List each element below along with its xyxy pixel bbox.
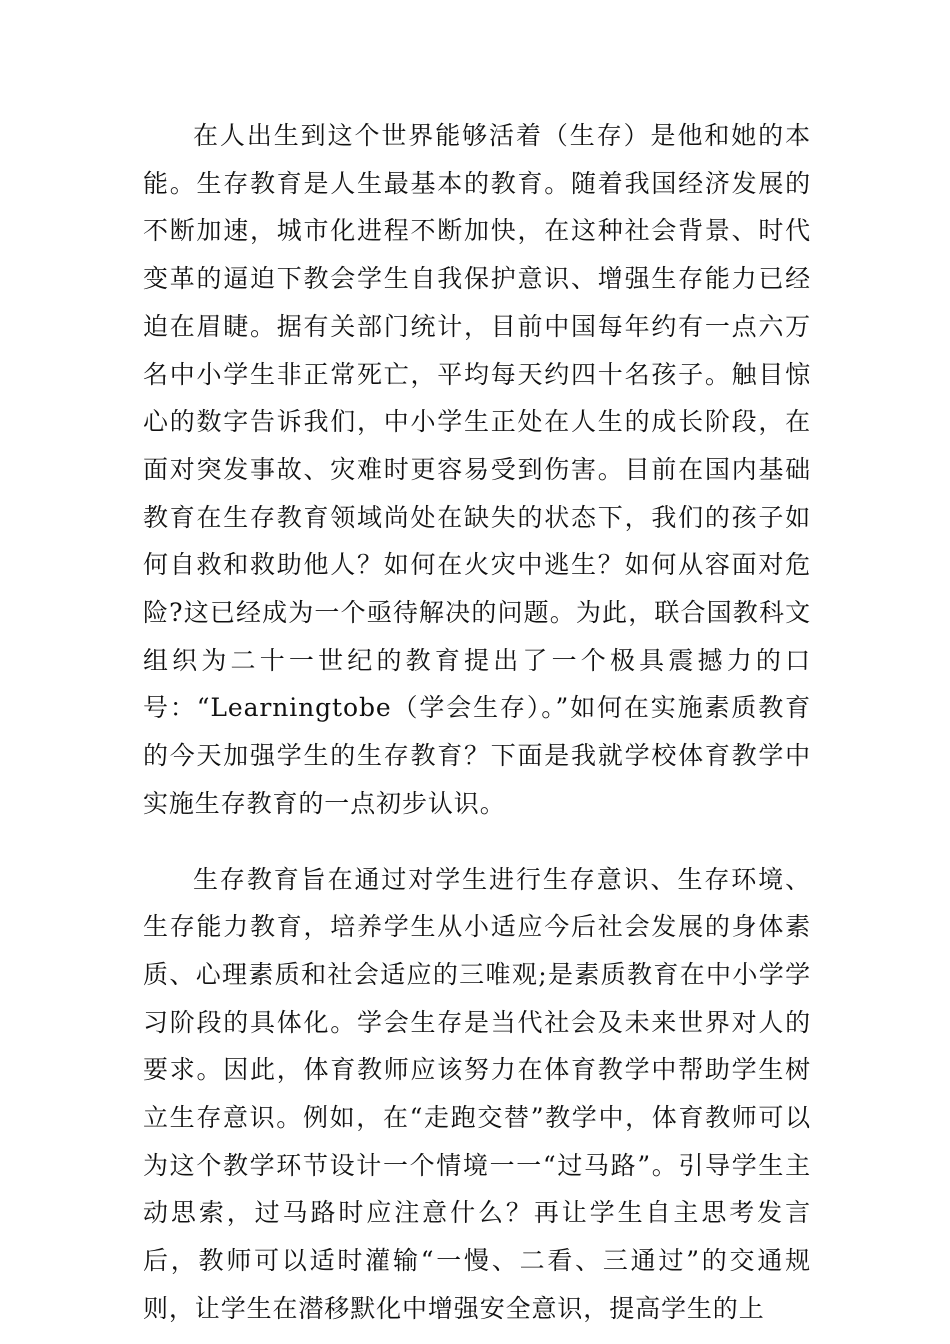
- paragraph-survival-education-intro: 在人出生到这个世界能够活着（生存）是他和她的本能。生存教育是人生最基本的教育。随着我国经济发展的不断加速，城市化进程不断加快，在这种社会背景、时代变革的逼迫下教会学生自我保护意识、增强生存能力已经迫在眉睫。据有关部门统计，目前中国每年约有一点六万名中小学生非正常死亡，平均每天约四十名孩子。触目惊心的数字告诉我们，中小学生正处在人生的成长阶段，在面对突发事故、灾难时更容易受到伤害。目前在国内基础教育在生存教育领域尚处在缺失的状态下，我们的孩子如何自救和救助他人？如何在火灾中逃生？如何从容面对危险?这已经成为一个亟待解决的问题。为此，联合国教科文组织为二十一世纪的教育提出了一个极具震撼力的口号：“Learningtobe（学会生存）。”如何在实施素质教育的今天加强学生的生存教育？下面是我就学校体育教学中实施生存教育的一点初步认识。: [143, 121, 811, 818]
- paragraph-survival-education-purpose: 生存教育旨在通过对学生进行生存意识、生存环境、生存能力教育，培养学生从小适应今后社会发展的身体素质、心理素质和社会适应的三唯观;是素质教育在中小学学习阶段的具体化。学会生存是当代社会及未来世界对人的要求。因此，体育教师应该努力在体育教学中帮助学生树立生存意识。例如，在“走跑交替”教学中，体育教师可以为这个教学环节设计一个情境一一“过马路”。引导学生主动思索，过马路时应注意什么？再让学生自主思考发言后，教师可以适时灌输“一慢、二看、三通过”的交通规则，让学生在潜移默化中增强安全意识，提高学生的上: [143, 864, 811, 1323]
- document-body: [143, 112, 811, 1333]
